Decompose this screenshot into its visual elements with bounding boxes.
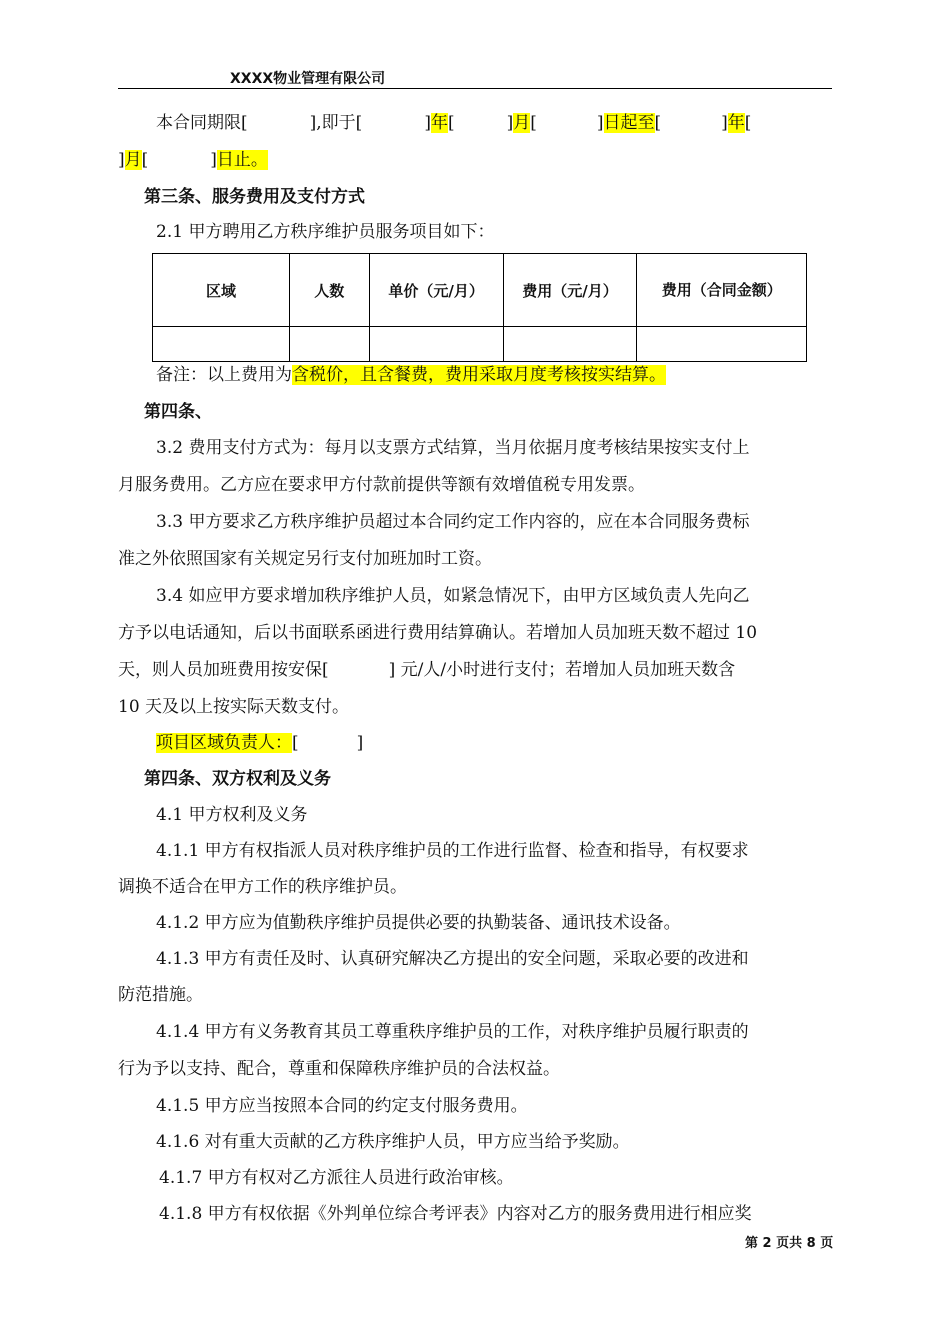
term-text: [: [530, 113, 537, 133]
clause-4-1-5: 4.1.5 甲方应当按照本合同的约定支付服务费用。: [156, 1096, 528, 1116]
section-4b-title: 第四条、双方权利及义务: [144, 769, 331, 789]
table-cell[interactable]: [289, 327, 369, 362]
term-text: ]: [596, 113, 604, 133]
clause-4-1-3-line-2: 防范措施。: [118, 985, 203, 1005]
term-line-2: [118, 149, 832, 171]
clause-4-1-1-line-1: 4.1.1 甲方有权指派人员对秩序维护员的工作进行监督、检查和指导，有权要求: [156, 841, 749, 861]
term-month: 月: [513, 113, 531, 133]
note-prefix: 备注：以上费用为: [156, 365, 292, 385]
clause-3-3-line-1: 3.3 甲方要求乙方秩序维护员超过本合同约定工作内容的，应在本合同服务费标: [156, 512, 750, 532]
term-line-1: [118, 112, 832, 134]
fee-table: [152, 253, 807, 362]
section-3-intro: 2.1 甲方聘用乙方秩序维护员服务项目如下：: [156, 222, 495, 242]
page-number: 第 2 页共 8 页: [745, 1236, 834, 1251]
table-header-cell: 人数: [289, 254, 369, 327]
clause-3-4-line-1: 3.4 如应甲方要求增加秩序维护人员，如紧急情况下，由甲方区域负责人先向乙: [156, 586, 750, 606]
table-cell[interactable]: [637, 327, 807, 362]
clause-3-4-line-4: 10 天及以上按实际天数支付。: [118, 697, 350, 717]
clause-4-1-1-line-2: 调换不适合在甲方工作的秩序维护员。: [118, 877, 407, 897]
clause-3-4-line-3: [118, 659, 832, 681]
clause-3-2-line-2: 月服务费用。乙方应在要求甲方付款前提供等额有效增值税专用发票。: [118, 475, 645, 495]
header-company-name: XXXX物业管理有限公司: [230, 71, 386, 87]
fee-note: [118, 364, 832, 386]
clause-text: ] 元/人/小时进行支付；若增加人员加班天数含: [388, 660, 736, 680]
term-text: ]: [118, 150, 125, 170]
term-day-end: 日止。: [216, 150, 268, 170]
table-header-row: [153, 254, 807, 327]
term-text: ]: [506, 113, 514, 133]
clause-4-1-6: 4.1.6 对有重大贡献的乙方秩序维护人员，甲方应当给予奖励。: [156, 1132, 630, 1152]
table-row: [153, 327, 807, 362]
term-month-2: 月: [124, 150, 142, 170]
responsible-label: 项目区域负责人：: [156, 733, 292, 753]
term-year-2: 年: [727, 113, 745, 133]
clause-3-4-line-2: 方予以电话通知，后以书面联系函进行费用结算确认。若增加人员加班天数不超过 10: [118, 623, 758, 643]
term-day-from: 日起至: [603, 113, 655, 133]
table-cell[interactable]: [369, 327, 503, 362]
table-header-cell: 单价（元/月）: [369, 254, 503, 327]
responsible-bracket: ]: [356, 733, 364, 753]
clause-4-1-2: 4.1.2 甲方应为值勤秩序维护员提供必要的执勤装备、通讯技术设备。: [156, 913, 681, 933]
responsible-bracket: [: [292, 733, 299, 753]
table-cell[interactable]: [503, 327, 637, 362]
clause-4-1-8: 4.1.8 甲方有权依据《外判单位综合考评表》内容对乙方的服务费用进行相应奖: [159, 1204, 752, 1224]
term-year: 年: [430, 113, 448, 133]
clause-4-1-4-line-2: 行为予以支持、配合，尊重和保障秩序维护员的合法权益。: [118, 1059, 560, 1079]
clause-4-1-3-line-1: 4.1.3 甲方有责任及时、认真研究解决乙方提出的安全问题，采取必要的改进和: [156, 949, 749, 969]
responsible-person-line: [118, 732, 832, 754]
term-text: [: [744, 113, 752, 133]
table-cell[interactable]: [153, 327, 290, 362]
table-header-cell: 区域: [153, 254, 290, 327]
clause-3-3-line-2: 准之外依照国家有关规定另行支付加班加时工资。: [118, 549, 492, 569]
term-text: ]: [210, 150, 217, 170]
clause-text: 天，则人员加班费用按安保[: [118, 660, 329, 680]
clause-4-1-4-line-1: 4.1.4 甲方有义务教育其员工尊重秩序维护员的工作，对秩序维护员履行职责的: [156, 1022, 749, 1042]
note-highlight: 含税价，且含餐费，费用采取月度考核按实结算。: [292, 365, 666, 385]
term-text: [: [654, 113, 662, 133]
clause-4-1-7: 4.1.7 甲方有权对乙方派往人员进行政治审核。: [159, 1168, 514, 1188]
term-text: [: [141, 150, 149, 170]
term-text: 本合同期限[: [156, 113, 248, 133]
table-header-cell: 费用（元/月）: [503, 254, 637, 327]
term-text: ],即于[: [309, 113, 363, 133]
term-text: [: [447, 113, 455, 133]
clause-3-2-line-1: 3.2 费用支付方式为：每月以支票方式结算，当月依据月度考核结果按实支付上: [156, 438, 750, 458]
section-4a-title: 第四条、: [144, 402, 212, 422]
term-text: ]: [721, 113, 728, 133]
table-header-cell: 费用（合同金额）: [637, 254, 807, 327]
page-header: [118, 62, 832, 89]
term-text: ]: [424, 113, 431, 133]
section-3-title: 第三条、服务费用及支付方式: [144, 187, 365, 207]
clause-4-1: 4.1 甲方权利及义务: [156, 805, 308, 825]
